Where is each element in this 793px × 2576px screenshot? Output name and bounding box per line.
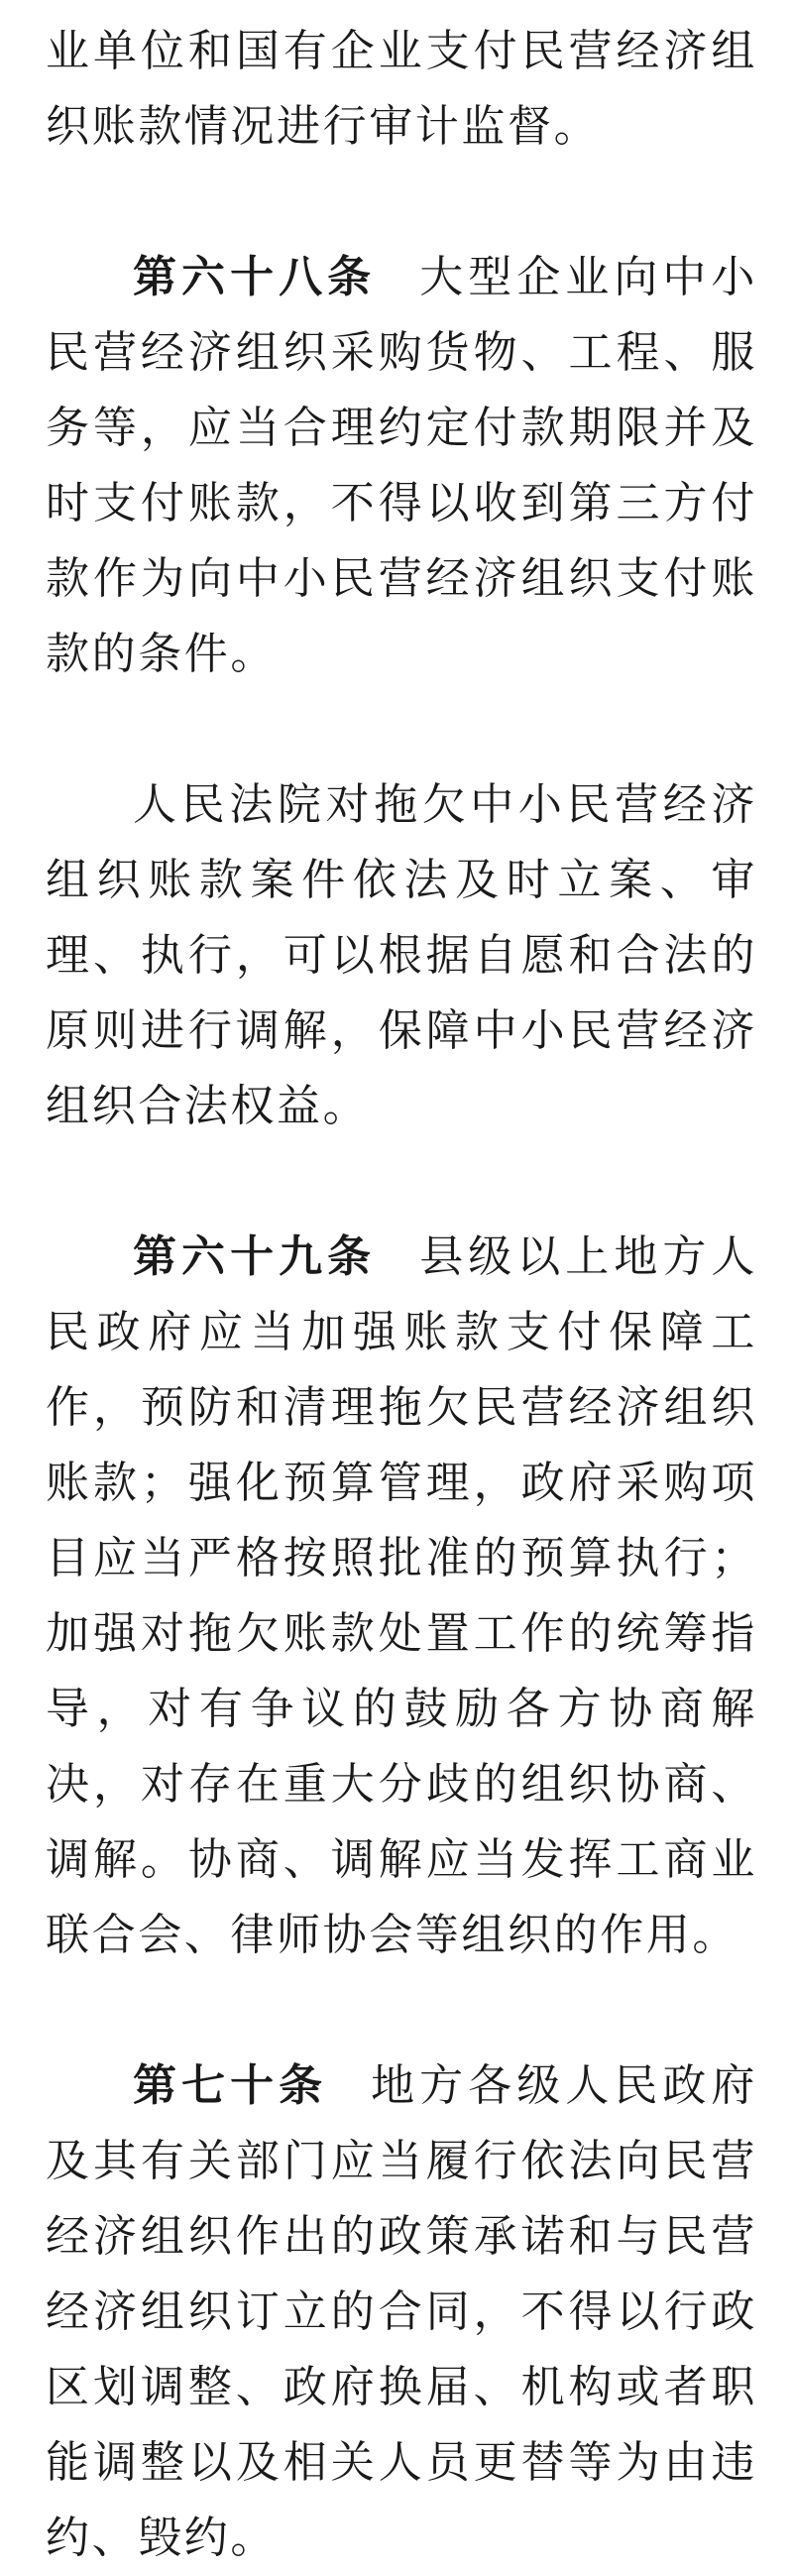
article-number: 第六十八条 <box>133 252 377 302</box>
paragraph-text: 县级以上地方人民政府应当加强账款支付保障工作，预防和清理拖欠民营经济组织账款；强化预算管理，政府采购项目应当严格按照批准的预算执行；加强对拖欠账款处置工作的统筹指导，对有争议的鼓励各方协商解决，对存在重大分歧的组织协商、调解。协商、调解应当发挥工商业联合会、律师协会等组织的作用。 <box>46 1231 758 1960</box>
paragraph-text: 大型企业向中小民营经济组织采购货物、工程、服务等，应当合理约定付款期限并及时支付账款，不得以收到第三方付款作为向中小民营经济组织支付账款的条件。 <box>46 252 758 679</box>
paragraph-text: 业单位和国有企业支付民营经济组织账款情况进行审计监督。 <box>46 26 757 152</box>
document-body <box>46 0 757 2576</box>
paragraph-audit-supervision <box>46 0 757 165</box>
paragraph-article-68 <box>46 240 757 692</box>
paragraph-article-70 <box>46 2049 757 2576</box>
paragraph-text: 地方各级人民政府及其有关部门应当履行依法向民营经济组织作出的政策承诺和与民营经济组织订立的合同，不得以行政区划调整、政府换届、机构或者职能调整以及相关人员更替等为由违约、毁约。 <box>46 2060 757 2563</box>
paragraph-text: 人民法院对拖欠中小民营经济组织账款案件依法及时立案、审理、执行，可以根据自愿和合法的原则进行调解，保障中小民营经济组织合法权益。 <box>46 779 757 1131</box>
article-number: 第六十九条 <box>133 1231 377 1282</box>
paragraph-article-69 <box>46 1220 757 1973</box>
paragraph-court-cases <box>46 767 757 1144</box>
article-number: 第七十条 <box>133 2060 328 2111</box>
